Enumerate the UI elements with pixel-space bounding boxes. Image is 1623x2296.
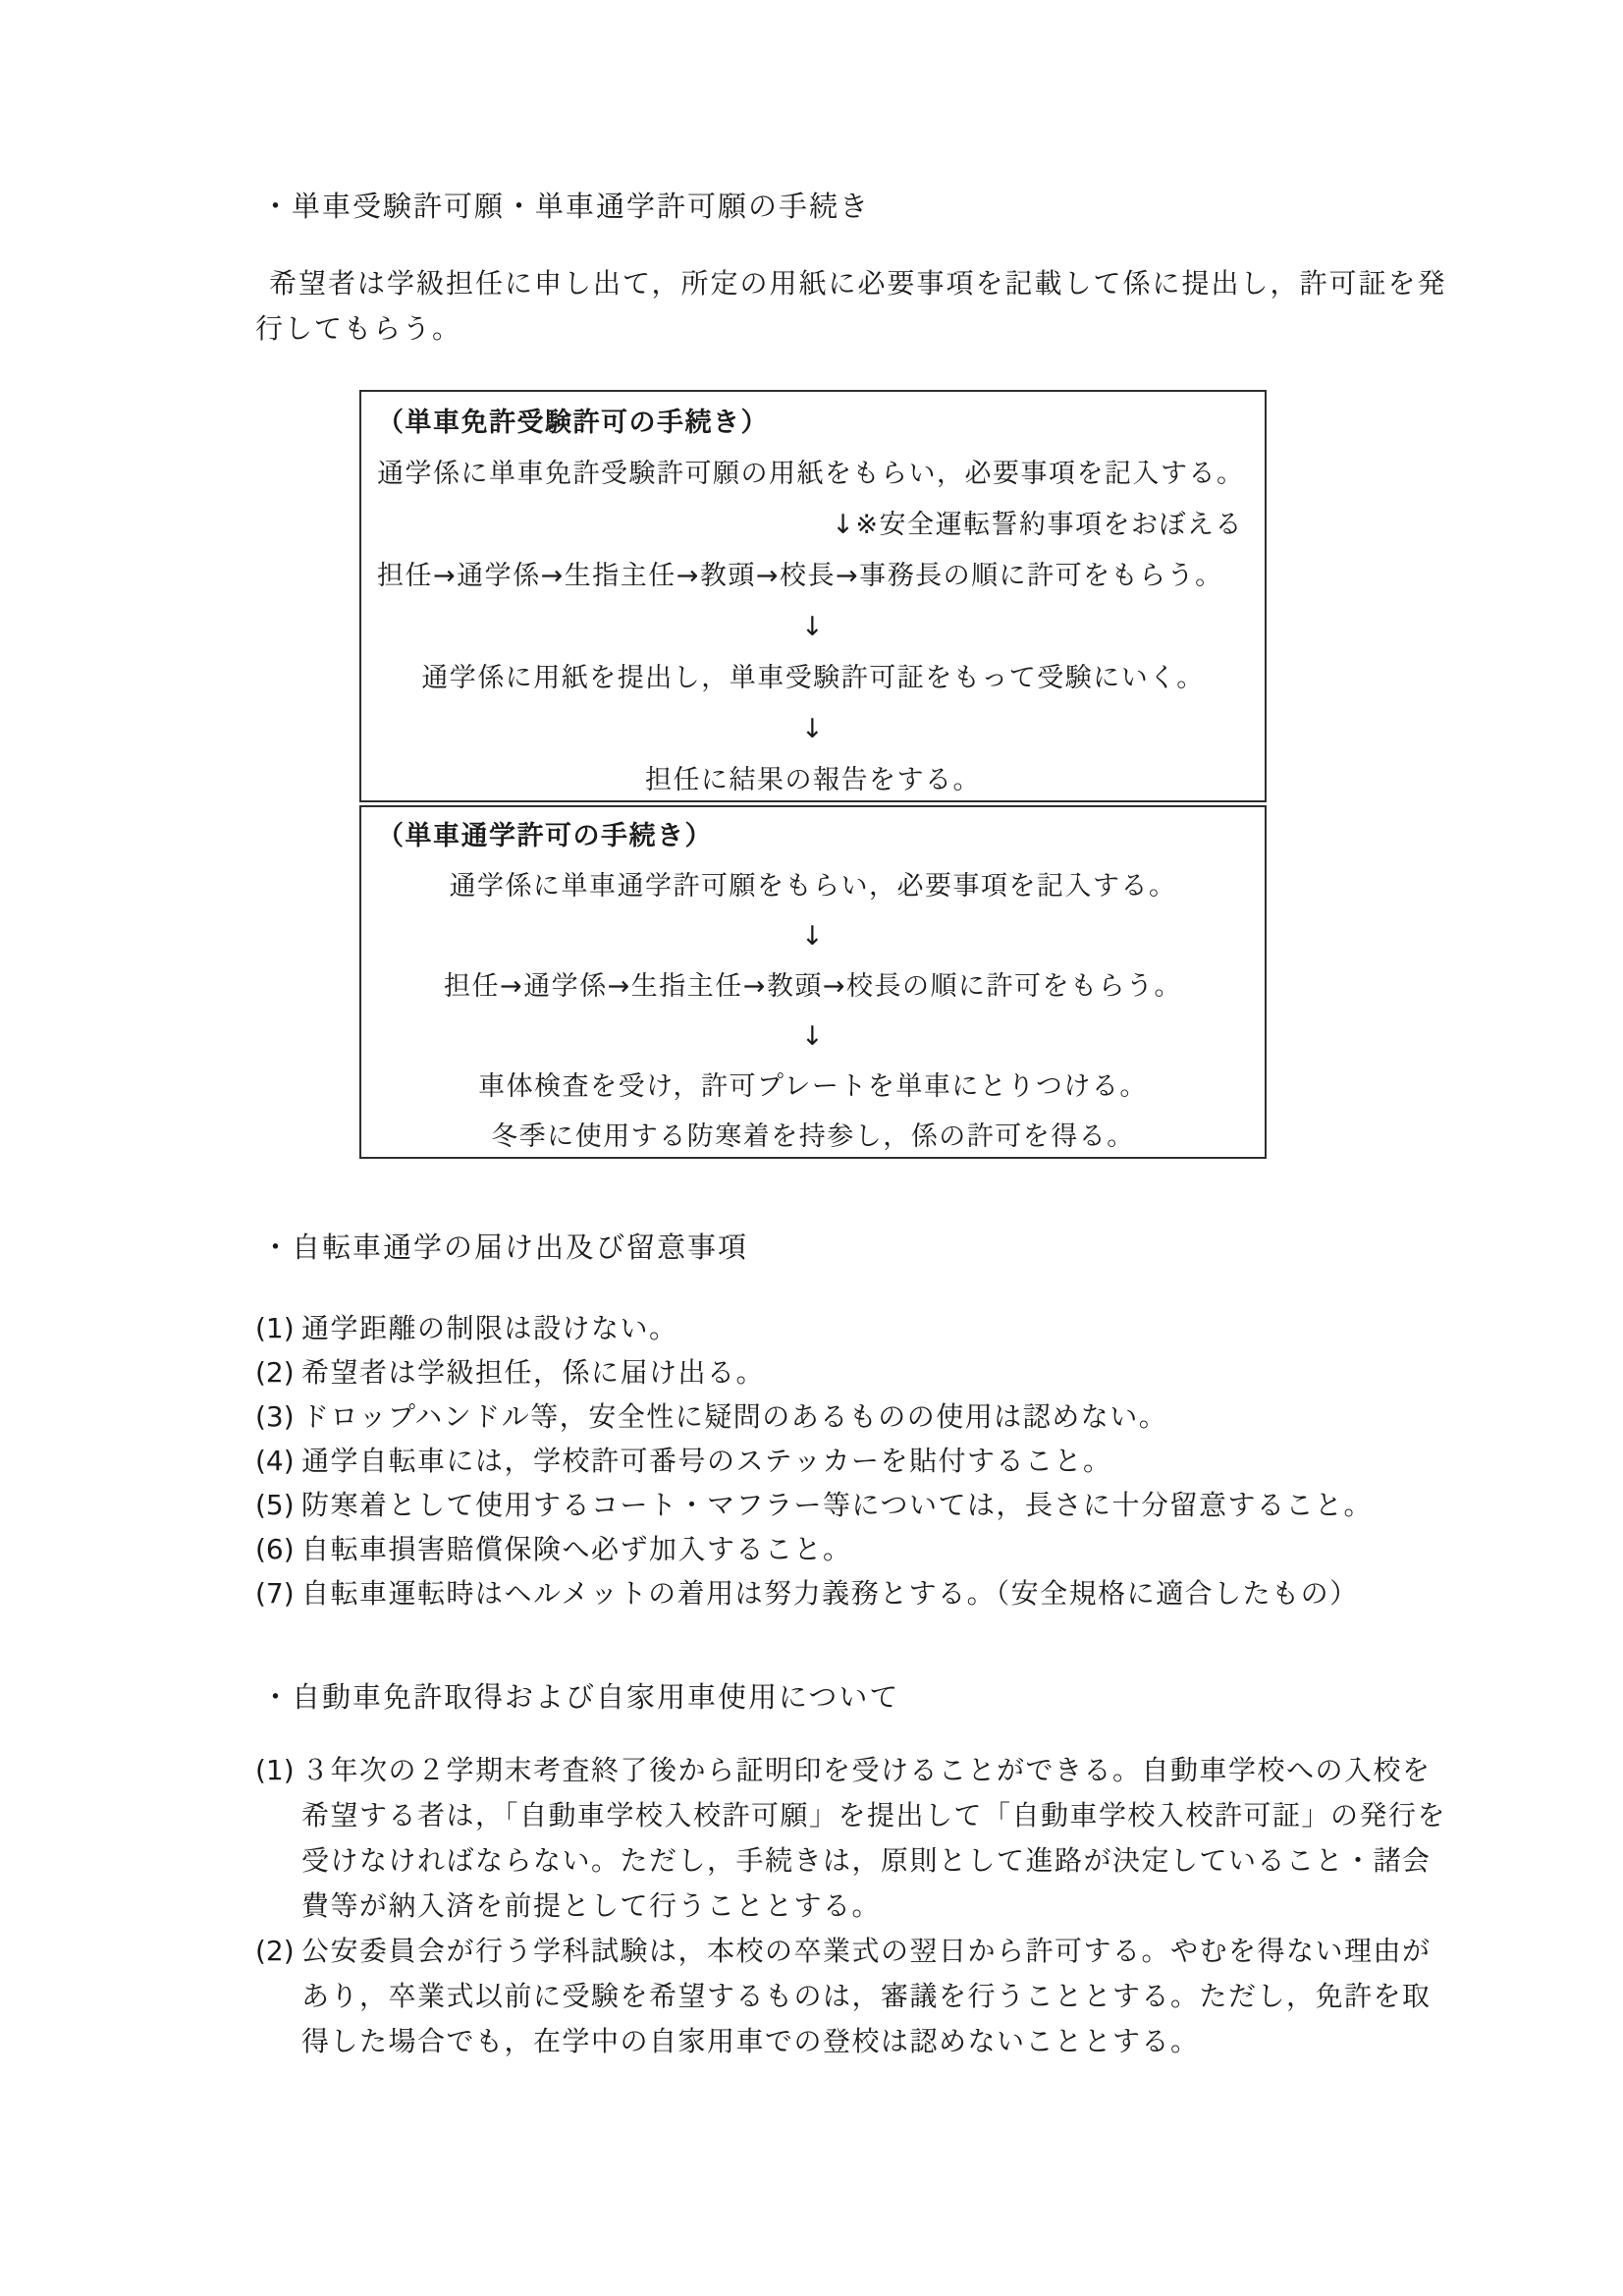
car-item-line: ３年次の２学期末考査終了後から証明印を受けることができる。自動車学校への入校を xyxy=(301,1754,1432,1786)
list-item-text: 自転車運転時はヘルメットの着用は努力義務とする。（安全規格に適合したもの） xyxy=(301,1577,1359,1610)
down-arrow-icon: ↓ xyxy=(800,921,826,952)
list-item-text xyxy=(301,1748,1446,1929)
exam-flow-step-1: 通学係に単車免許受験許可願の用紙をもらい，必要事項を記入する。 xyxy=(377,459,1245,489)
exam-flow-step-2: 担任→通学係→生指主任→教頭→校長→事務長の順に許可をもらう。 xyxy=(377,561,1223,591)
down-arrow-icon: ↓ xyxy=(800,1021,826,1052)
list-item-marker: (2) xyxy=(255,1935,295,1967)
commute-permission-flow-box xyxy=(359,805,1267,1159)
down-arrow-icon: ↓ xyxy=(800,612,826,642)
list-item xyxy=(255,1306,1373,1350)
list-item xyxy=(255,1394,1373,1439)
list-item xyxy=(255,1929,1446,2064)
car-section-heading: ・自動車免許取得および自家用車使用について xyxy=(261,1680,900,1714)
list-item-marker: (1) xyxy=(255,1312,295,1344)
commute-flow-step-2: 担任→通学係→生指主任→教頭→校長の順に許可をもらう。 xyxy=(444,971,1182,1002)
down-arrow-icon: ↓ xyxy=(800,714,826,744)
car-item-line: 費等が納入済を前提として行うこととする。 xyxy=(301,1889,882,1922)
exam-box-title: （単車免許受験許可の手続き） xyxy=(377,408,769,438)
car-item-line: 公安委員会が行う学科試験は，本校の卒業式の翌日から許可する。やむを得ない理由が xyxy=(301,1935,1432,1967)
commute-flow-step-3: 車体検査を受け，許可プレートを単車にとりつける。 xyxy=(478,1071,1148,1102)
commute-flow-step-4: 冬季に使用する防寒着を持参し，係の許可を得る。 xyxy=(491,1121,1135,1152)
list-item-text: 防寒着として使用するコート・マフラー等については，長さに十分留意すること。 xyxy=(301,1489,1373,1521)
bicycle-rules-list xyxy=(255,1306,1373,1615)
list-item-text: 自転車損害賠償保険へ必ず加入すること。 xyxy=(301,1533,852,1565)
car-item-line: 受けなければならない。ただし，手続きは，原則として進路が決定していること・諸会 xyxy=(301,1844,1432,1877)
list-item-marker: (3) xyxy=(255,1400,295,1433)
list-item-marker: (2) xyxy=(255,1356,295,1389)
list-item xyxy=(255,1571,1373,1615)
commute-flow-step-1: 通学係に単車通学許可願をもらい，必要事項を記入する。 xyxy=(449,871,1177,902)
car-item-line: あり，卒業式以前に受験を希望するものは，審議を行うこととする。ただし，免許を取 xyxy=(301,1980,1432,2012)
intro-line-2: 行してもらう。 xyxy=(255,312,462,345)
motorcycle-section-heading: ・単車受験許可願・単車通学許可願の手続き xyxy=(261,190,871,223)
list-item xyxy=(255,1483,1373,1527)
exam-flow-step-4: 担任に結果の報告をする。 xyxy=(645,765,981,795)
list-item-marker: (7) xyxy=(255,1577,295,1610)
list-item-marker: (4) xyxy=(255,1445,295,1477)
list-item xyxy=(255,1350,1373,1394)
list-item-text: 希望者は学級担任，係に届け出る。 xyxy=(301,1356,766,1389)
exam-flow-arrow-note: ↓※安全運転誓約事項をおぼえる xyxy=(832,510,1243,540)
exam-flow-step-3: 通学係に用紙を提出し，単車受験許可証をもって受験にいく。 xyxy=(421,663,1205,693)
list-item xyxy=(255,1748,1446,1929)
bicycle-section-heading: ・自転車通学の届け出及び留意事項 xyxy=(261,1230,749,1264)
list-item-text: 通学自転車には，学校許可番号のステッカーを貼付すること。 xyxy=(301,1445,1112,1477)
list-item-marker: (6) xyxy=(255,1533,295,1565)
exam-permission-flow-box xyxy=(359,390,1267,802)
list-item-text xyxy=(301,1929,1432,2064)
car-item-line: 希望する者は，「自動車学校入校許可願」を提出して「自動車学校入校許可証」の発行を xyxy=(301,1799,1447,1831)
intro-line-1: 希望者は学級担任に申し出て，所定の用紙に必要事項を記載して係に提出し，許可証を発 xyxy=(269,267,1447,300)
commute-box-title: （単車通学許可の手続き） xyxy=(377,821,713,851)
motorcycle-intro-paragraph xyxy=(255,261,1446,352)
list-item xyxy=(255,1439,1373,1483)
car-item-line: 得した場合でも，在学中の自家用車での登校は認めないこととする。 xyxy=(301,2025,1200,2057)
list-item-marker: (5) xyxy=(255,1489,295,1521)
list-item-marker: (1) xyxy=(255,1754,295,1786)
list-item xyxy=(255,1527,1373,1571)
list-item-text: 通学距離の制限は設けない。 xyxy=(301,1312,678,1344)
car-rules-list xyxy=(255,1748,1446,2064)
list-item-text: ドロップハンドル等，安全性に疑問のあるものの使用は認めない。 xyxy=(301,1400,1168,1433)
